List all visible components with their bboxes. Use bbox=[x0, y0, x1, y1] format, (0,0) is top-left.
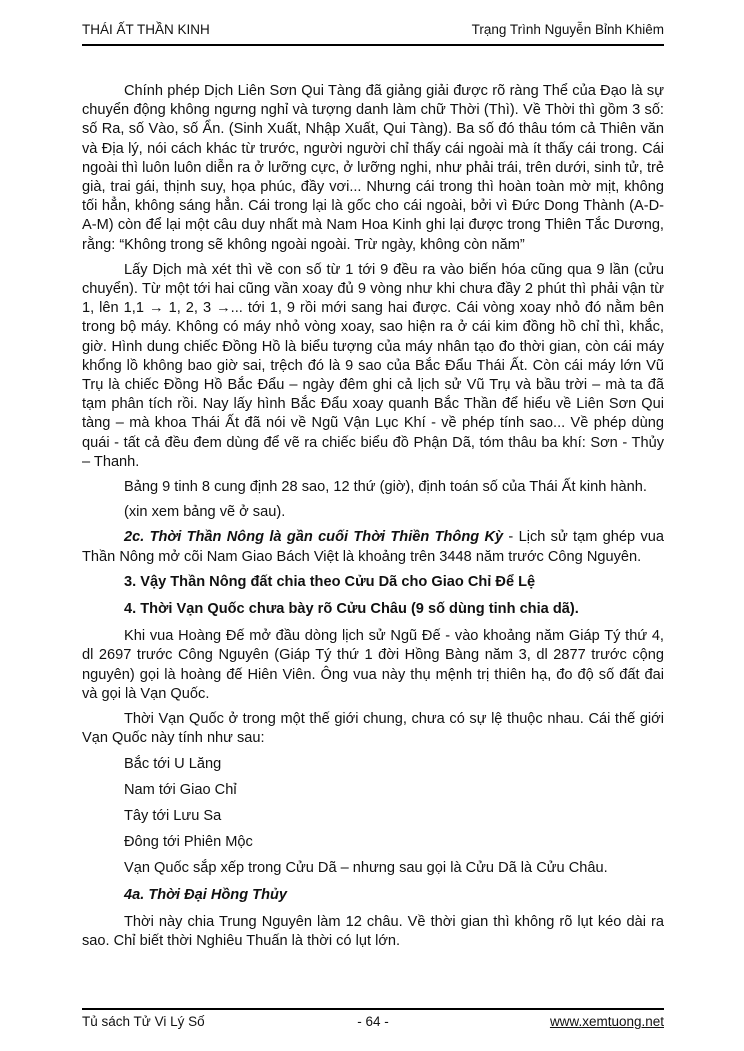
text-segment: Tây tới Lưu Sa bbox=[124, 807, 222, 824]
paragraph bbox=[82, 478, 664, 497]
section-heading bbox=[82, 600, 664, 619]
page-header bbox=[82, 22, 664, 46]
text-segment: Khi vua Hoàng Đế mở đầu dòng lịch sử Ngũ Đế - vào khoảng năm Giáp Tý thứ 4, dl 2697 trước Công Nguyên (Giáp Tý thứ 1 đời Hồng Bàng năm 3, dl 2877 trước cộng nguyên) gọi là hoàng đế Hiên Viên. Ông vua này thụ mệnh trị thiên hạ, đo độ số đất đai và gọi là Vạn Quốc. bbox=[82, 628, 664, 702]
text-segment: - Lịch sử tạm ghép vua Thần Nông mở cõi Nam Giao Bách Việt là khoảng trên 3448 năm trước Công Nguyên. bbox=[82, 529, 664, 565]
list-item bbox=[82, 859, 664, 878]
book-title: THÁI ẤT THẦN KINH bbox=[82, 22, 210, 37]
text-segment: Bảng 9 tinh 8 cung định 28 sao, 12 thứ (giờ), định toán số của Thái Ất kinh hành. bbox=[124, 479, 647, 496]
website-link[interactable]: www.xemtuong.net bbox=[549, 1014, 664, 1029]
text-segment: 3. Vậy Thần Nông đất chia theo Cửu Dã cho Giao Chỉ Để Lệ bbox=[124, 573, 536, 590]
text-segment: Đông tới Phiên Mộc bbox=[124, 834, 253, 851]
list-item bbox=[82, 781, 664, 800]
text-segment: Lấy Dịch mà xét thì về con số từ 1 tới 9 đều ra vào biến hóa cũng qua 9 lần (cửu chuyển). Từ một tới hai cũng vần xoay đủ 9 vòng như khi chưa đầy 2 phút thì phải vận từ 1, lên 1,1 → 1, 2, 3 →... tới 1, 9 rồi mới sang hai được. Cái vòng xoay nhỏ đó nằm bên trong bộ máy. Không có máy nhỏ vòng xoay, sao hiện ra ở cái kim đồng hồ chỉ thì, khắc, giờ. Hình dung chiếc Đồng Hồ là biểu tượng của máy nhân tạo đo thời gian, còn cái máy khổng lồ không bao giờ sai, trệch đó là 9 sao của Bắc Đẩu Thái Ất. Còn cái máy lớn Vũ Trụ là chiếc Đồng Hồ Bắc Đẩu – ngày đêm ghi cả lịch sử Vũ Trụ và bầu trời – mà ta đã tạm phân tích rồi. Nay lấy hình Bắc Đẩu xoay quanh Bắc Thần để hiểu về Liên Sơn Qui tàng – mà khoa Thái Ất đã nói về Ngũ Vận Lục Khí - về phép tính sao... Về phép dùng quái - tất cả đều đem dùng để vẽ ra chiếc biểu đồ Phận Dã, tóm thâu ba khí: Sơn - Thủy – Thanh. bbox=[82, 261, 664, 470]
footer-series-title: Tủ sách Tử Vi Lý Số bbox=[82, 1014, 205, 1029]
section-heading bbox=[82, 573, 664, 592]
paragraph bbox=[82, 627, 664, 704]
paragraph bbox=[82, 503, 664, 522]
page-body bbox=[82, 82, 664, 991]
text-segment: 4a. Thời Đại Hồng Thủy bbox=[124, 886, 288, 903]
paragraph bbox=[82, 913, 664, 951]
text-segment: Bắc tới U Lăng bbox=[124, 755, 222, 772]
text-segment: Thời Vạn Quốc ở trong một thế giới chung, chưa có sự lệ thuộc nhau. Cái thế giới Vạn Quốc này tính như sau: bbox=[82, 711, 664, 747]
text-segment: (xin xem bảng vẽ ở sau). bbox=[124, 504, 286, 521]
list-item bbox=[82, 807, 664, 826]
paragraph bbox=[82, 261, 664, 472]
paragraph bbox=[82, 710, 664, 748]
page-footer bbox=[82, 1008, 664, 1029]
text-segment: Thời này chia Trung Nguyên làm 12 châu. Về thời gian thì không rõ lụt kéo dài ra sao. Chỉ biết thời Nghiêu Thuấn là thời có lụt lớn. bbox=[82, 913, 664, 949]
text-segment: Vạn Quốc sắp xếp trong Cửu Dã – nhưng sau gọi là Cửu Dã là Cửu Châu. bbox=[124, 860, 608, 877]
paragraph bbox=[82, 528, 664, 566]
page-number: - 64 - bbox=[357, 1014, 389, 1029]
list-item bbox=[82, 755, 664, 774]
subsection-heading bbox=[82, 886, 664, 905]
author-name: Trạng Trình Nguyễn Bỉnh Khiêm bbox=[471, 22, 664, 37]
text-segment: Chính phép Dịch Liên Sơn Qui Tàng đã giảng giải được rõ ràng Thể của Đạo là sự chuyển động không ngưng nghỉ và tượng danh làm chữ Thời (Thì). Về Thời thì gồm 3 số: số Ra, số Vào, số Ẩn. (Sinh Xuất, Nhập Xuất, Qui Tàng). Ba số đó thâu tóm cả Thiên văn và Địa lý, nói cách khác từ trước, người người chỉ thấy cái ngoài mà ít thấy cái trong. Cái ngoài thì luôn luôn diễn ra ở lưỡng cực, ở lưỡng nghi, như phải trái, trên dưới, sinh tử, trẻ già, trai gái, thịnh suy, họa phúc, đầy vơi... Nhưng cái trong thì hoàn toàn mờ mịt, không tối hẳn, không sáng hẳn. Cái trong lại là gốc cho cái ngoài, bởi vì Đức Dong Thành (A-D-A-M) còn để lại một câu duy nhất mà Nam Hoa Kinh ghi lại được trong Thiên Tắc Dương, rằng: “Không trong sẽ không ngoài ngoài. Trừ ngày, không còn năm” bbox=[82, 83, 664, 253]
text-segment: 2c. Thời Thần Nông là gần cuối Thời Thiền Thông Kỳ bbox=[124, 529, 504, 546]
paragraph bbox=[82, 82, 664, 255]
text-segment: 4. Thời Vạn Quốc chưa bày rõ Cửu Châu (9 số dùng tinh chia dã). bbox=[124, 601, 579, 618]
list-item bbox=[82, 833, 664, 852]
text-segment: Nam tới Giao Chỉ bbox=[124, 781, 237, 798]
